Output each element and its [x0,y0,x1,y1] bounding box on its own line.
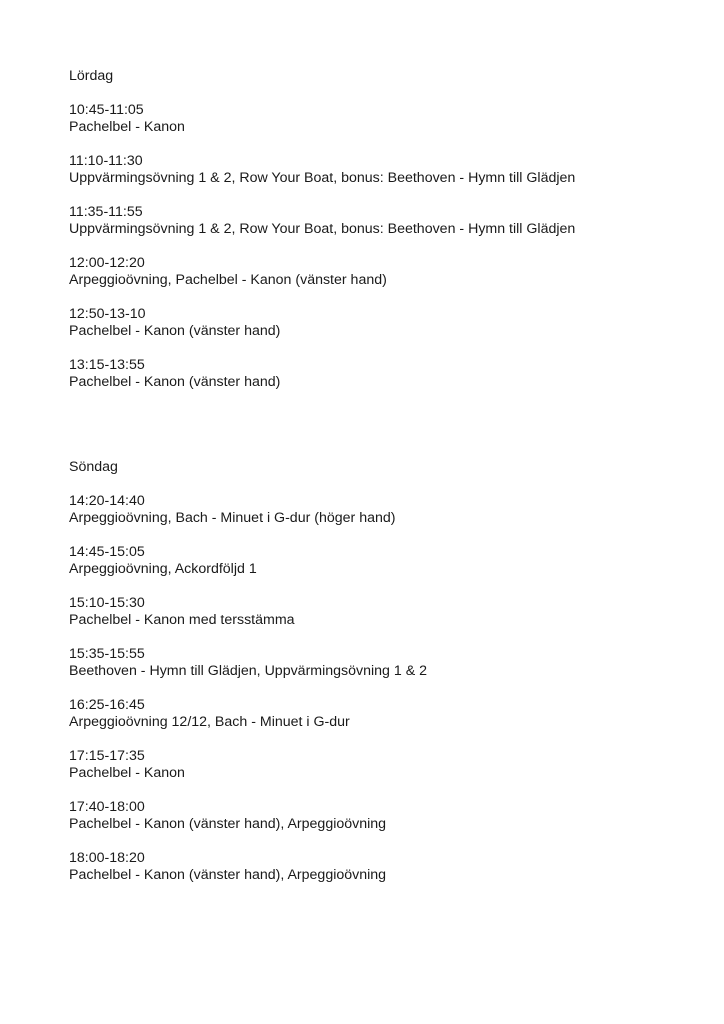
entry-time: 11:10-11:30 [69,153,143,169]
entry-time: 17:40-18:00 [69,799,145,815]
entry-time: 12:00-12:20 [69,255,145,271]
document-page [69,68,709,901]
schedule-entry [69,697,709,731]
day-section-lordag [69,68,709,391]
entry-time: 15:35-15:55 [69,646,145,662]
schedule-entry [69,255,709,289]
entry-time: 18:00-18:20 [69,850,145,866]
entry-time: 12:50-13-10 [69,306,146,322]
entry-activity: Beethoven - Hymn till Glädjen, Uppvärmingsövning 1 & 2 [69,663,428,679]
entry-activity: Pachelbel - Kanon [69,765,185,781]
entry-activity: Pachelbel - Kanon [69,119,185,135]
schedule-entry [69,646,709,680]
schedule-entry [69,595,709,629]
entry-activity: Arpeggioövning 12/12, Bach - Minuet i G-dur [69,714,350,730]
entry-time: 17:15-17:35 [69,748,145,764]
schedule-entry [69,306,709,340]
schedule-entry [69,153,709,187]
entry-activity: Arpeggioövning, Ackordföljd 1 [69,561,257,577]
schedule-entry [69,357,709,391]
entry-activity: Uppvärmingsövning 1 & 2, Row Your Boat, bonus: Beethoven - Hymn till Glädjen [69,221,576,237]
entry-activity: Pachelbel - Kanon (vänster hand) [69,323,281,339]
entry-time: 14:45-15:05 [69,544,145,560]
entry-time: 13:15-13:55 [69,357,145,373]
schedule-entry [69,544,709,578]
schedule-entry [69,102,709,136]
entry-activity: Arpeggioövning, Bach - Minuet i G-dur (höger hand) [69,510,396,526]
schedule-entry [69,204,709,238]
entry-activity: Arpeggioövning, Pachelbel - Kanon (vänster hand) [69,272,387,288]
entry-activity: Pachelbel - Kanon med tersstämma [69,612,295,628]
day-heading: Söndag [69,459,118,475]
entry-time: 14:20-14:40 [69,493,145,509]
entry-time: 11:35-11:55 [69,204,143,220]
entry-activity: Pachelbel - Kanon (vänster hand), Arpeggioövning [69,816,387,832]
schedule-entry [69,748,709,782]
entry-time: 15:10-15:30 [69,595,145,611]
schedule-entry [69,493,709,527]
day-section-sondag [69,459,709,884]
entry-activity: Pachelbel - Kanon (vänster hand) [69,374,281,390]
entry-activity: Pachelbel - Kanon (vänster hand), Arpeggioövning [69,867,387,883]
section-spacer [69,408,709,459]
schedule-entry [69,850,709,884]
entry-time: 10:45-11:05 [69,102,144,118]
entry-time: 16:25-16:45 [69,697,145,713]
entry-activity: Uppvärmingsövning 1 & 2, Row Your Boat, bonus: Beethoven - Hymn till Glädjen [69,170,576,186]
schedule-entry [69,799,709,833]
day-heading: Lördag [69,68,114,84]
